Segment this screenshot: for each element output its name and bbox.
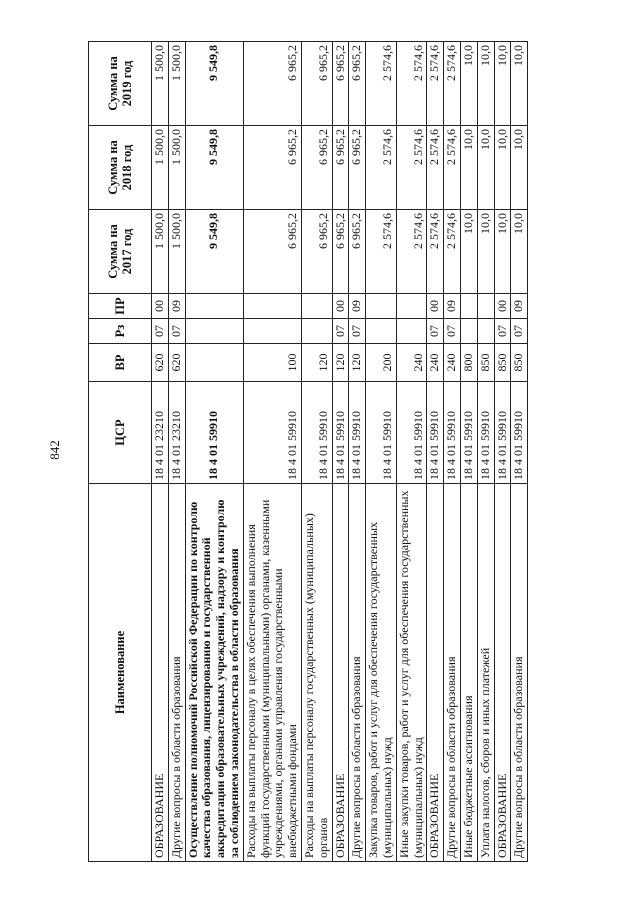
cell-2017: 2 574,6 <box>444 210 461 294</box>
table-row <box>460 42 477 862</box>
table-row <box>332 42 349 862</box>
cell-rz: 07 <box>511 319 528 344</box>
cell-2019: 10,0 <box>494 42 511 126</box>
rotated-table-container <box>88 42 526 862</box>
cell-2018: 10,0 <box>494 126 511 210</box>
cell-csr: 18 4 01 23210 <box>152 382 169 484</box>
cell-vr: 120 <box>349 344 366 382</box>
cell-csr: 18 4 01 59910 <box>444 382 461 484</box>
cell-rz: 07 <box>427 319 444 344</box>
table-row <box>444 42 461 862</box>
table-row <box>301 42 332 862</box>
cell-pr <box>366 294 397 319</box>
cell-2019: 10,0 <box>477 42 494 126</box>
table-row <box>152 42 169 862</box>
cell-csr: 18 4 01 59910 <box>349 382 366 484</box>
cell-2019: 6 965,2 <box>349 42 366 126</box>
header-2017: Сумма на 2017 год <box>89 210 152 294</box>
cell-csr: 18 4 01 59910 <box>494 382 511 484</box>
table-row <box>396 42 427 862</box>
cell-rz: 07 <box>168 319 185 344</box>
cell-2018: 6 965,2 <box>349 126 366 210</box>
cell-csr: 18 4 01 59910 <box>301 382 332 484</box>
cell-pr <box>477 294 494 319</box>
cell-csr: 18 4 01 59910 <box>460 382 477 484</box>
cell-rz: 07 <box>152 319 169 344</box>
cell-rz <box>477 319 494 344</box>
cell-rz <box>185 319 243 344</box>
header-csr: ЦСР <box>89 382 152 484</box>
cell-vr: 240 <box>396 344 427 382</box>
table-body <box>152 42 528 862</box>
cell-rz <box>243 319 301 344</box>
cell-2017: 10,0 <box>477 210 494 294</box>
page-number: 842 <box>47 440 62 460</box>
cell-2018: 6 965,2 <box>332 126 349 210</box>
cell-pr <box>301 294 332 319</box>
cell-2018: 1 500,0 <box>168 126 185 210</box>
cell-rz <box>301 319 332 344</box>
cell-name: Осуществление полномочий Российской Федерации по контролю качества образования, лицензированию и государственной аккредитации образовательных учреждений, надзору и контролю за соблюдением законодательства в области образования <box>185 484 243 862</box>
cell-2019: 1 500,0 <box>152 42 169 126</box>
cell-vr: 850 <box>494 344 511 382</box>
cell-2017: 2 574,6 <box>366 210 397 294</box>
cell-vr: 120 <box>332 344 349 382</box>
cell-vr: 850 <box>477 344 494 382</box>
cell-rz: 07 <box>494 319 511 344</box>
cell-2019: 2 574,6 <box>366 42 397 126</box>
cell-name: Иные бюджетные ассигнования <box>460 484 477 862</box>
cell-pr: 00 <box>152 294 169 319</box>
table-row <box>427 42 444 862</box>
header-name: Наименование <box>89 484 152 862</box>
cell-name: Расходы на выплаты персоналу в целях обеспечения выполнения функций государственными (муниципальными) органами, казенными учреждениями, органами управления государственными внебюджетными фондами <box>243 484 301 862</box>
cell-2018: 2 574,6 <box>366 126 397 210</box>
cell-2019: 2 574,6 <box>427 42 444 126</box>
cell-name: Другие вопросы в области образования <box>349 484 366 862</box>
cell-pr: 09 <box>511 294 528 319</box>
cell-vr <box>185 344 243 382</box>
cell-name: ОБРАЗОВАНИЕ <box>427 484 444 862</box>
cell-2018: 10,0 <box>460 126 477 210</box>
cell-2018: 2 574,6 <box>396 126 427 210</box>
cell-name: Уплата налогов, сборов и иных платежей <box>477 484 494 862</box>
table-row <box>494 42 511 862</box>
cell-rz: 07 <box>444 319 461 344</box>
cell-rz: 07 <box>332 319 349 344</box>
table-row <box>349 42 366 862</box>
cell-2017: 2 574,6 <box>427 210 444 294</box>
table-row <box>511 42 528 862</box>
cell-2019: 2 574,6 <box>444 42 461 126</box>
budget-table <box>88 41 528 862</box>
cell-2018: 2 574,6 <box>427 126 444 210</box>
table-row <box>243 42 301 862</box>
header-pr: ПР <box>89 294 152 319</box>
cell-2018: 2 574,6 <box>444 126 461 210</box>
cell-csr: 18 4 01 59910 <box>332 382 349 484</box>
cell-2017: 10,0 <box>494 210 511 294</box>
cell-vr: 100 <box>243 344 301 382</box>
cell-csr: 18 4 01 59910 <box>427 382 444 484</box>
cell-name: ОБРАЗОВАНИЕ <box>152 484 169 862</box>
cell-2019: 6 965,2 <box>243 42 301 126</box>
cell-pr: 09 <box>349 294 366 319</box>
cell-2018: 10,0 <box>511 126 528 210</box>
table-row <box>185 42 243 862</box>
cell-rz <box>460 319 477 344</box>
header-2019: Сумма на 2019 год <box>89 42 152 126</box>
cell-pr: 00 <box>427 294 444 319</box>
cell-pr: 09 <box>168 294 185 319</box>
cell-2017: 10,0 <box>460 210 477 294</box>
cell-2017: 6 965,2 <box>243 210 301 294</box>
cell-rz <box>366 319 397 344</box>
table-header-row <box>89 42 152 862</box>
cell-2017: 6 965,2 <box>349 210 366 294</box>
cell-2019: 1 500,0 <box>168 42 185 126</box>
cell-2018: 1 500,0 <box>152 126 169 210</box>
cell-2017: 6 965,2 <box>301 210 332 294</box>
cell-name: Другие вопросы в области образования <box>168 484 185 862</box>
cell-2019: 10,0 <box>460 42 477 126</box>
cell-vr: 620 <box>152 344 169 382</box>
cell-csr: 18 4 01 59910 <box>477 382 494 484</box>
cell-vr: 200 <box>366 344 397 382</box>
cell-2019: 10,0 <box>511 42 528 126</box>
cell-2018: 9 549,8 <box>185 126 243 210</box>
cell-rz: 07 <box>349 319 366 344</box>
cell-name: Другие вопросы в области образования <box>511 484 528 862</box>
cell-vr: 120 <box>301 344 332 382</box>
cell-2018: 6 965,2 <box>243 126 301 210</box>
table-row <box>366 42 397 862</box>
cell-2018: 6 965,2 <box>301 126 332 210</box>
cell-pr: 00 <box>494 294 511 319</box>
cell-2017: 10,0 <box>511 210 528 294</box>
table-row <box>168 42 185 862</box>
cell-vr: 240 <box>427 344 444 382</box>
cell-vr: 240 <box>444 344 461 382</box>
cell-name: ОБРАЗОВАНИЕ <box>494 484 511 862</box>
cell-2017: 1 500,0 <box>168 210 185 294</box>
cell-2019: 6 965,2 <box>332 42 349 126</box>
cell-2017: 6 965,2 <box>332 210 349 294</box>
cell-csr: 18 4 01 59910 <box>243 382 301 484</box>
cell-csr: 18 4 01 23210 <box>168 382 185 484</box>
cell-vr: 620 <box>168 344 185 382</box>
cell-csr: 18 4 01 59910 <box>366 382 397 484</box>
cell-name: Иные закупки товаров, работ и услуг для обеспечения государственных (муниципальных) нужд <box>396 484 427 862</box>
cell-2018: 10,0 <box>477 126 494 210</box>
cell-name: Закупка товаров, работ и услуг для обеспечения государственных (муниципальных) нужд <box>366 484 397 862</box>
cell-csr: 18 4 01 59910 <box>185 382 243 484</box>
cell-vr: 800 <box>460 344 477 382</box>
cell-pr <box>243 294 301 319</box>
cell-pr: 09 <box>444 294 461 319</box>
cell-pr: 00 <box>332 294 349 319</box>
cell-pr <box>185 294 243 319</box>
table-row <box>477 42 494 862</box>
cell-pr <box>396 294 427 319</box>
cell-name: ОБРАЗОВАНИЕ <box>332 484 349 862</box>
cell-2017: 9 549,8 <box>185 210 243 294</box>
cell-2019: 2 574,6 <box>396 42 427 126</box>
cell-pr <box>460 294 477 319</box>
header-rz: Рз <box>89 319 152 344</box>
cell-vr: 850 <box>511 344 528 382</box>
cell-name: Расходы на выплаты персоналу государственных (муниципальных) органов <box>301 484 332 862</box>
header-vr: ВР <box>89 344 152 382</box>
cell-rz <box>396 319 427 344</box>
cell-csr: 18 4 01 59910 <box>511 382 528 484</box>
cell-2017: 2 574,6 <box>396 210 427 294</box>
cell-2019: 9 549,8 <box>185 42 243 126</box>
cell-2019: 6 965,2 <box>301 42 332 126</box>
header-2018: Сумма на 2018 год <box>89 126 152 210</box>
cell-name: Другие вопросы в области образования <box>444 484 461 862</box>
cell-2017: 1 500,0 <box>152 210 169 294</box>
cell-csr: 18 4 01 59910 <box>396 382 427 484</box>
